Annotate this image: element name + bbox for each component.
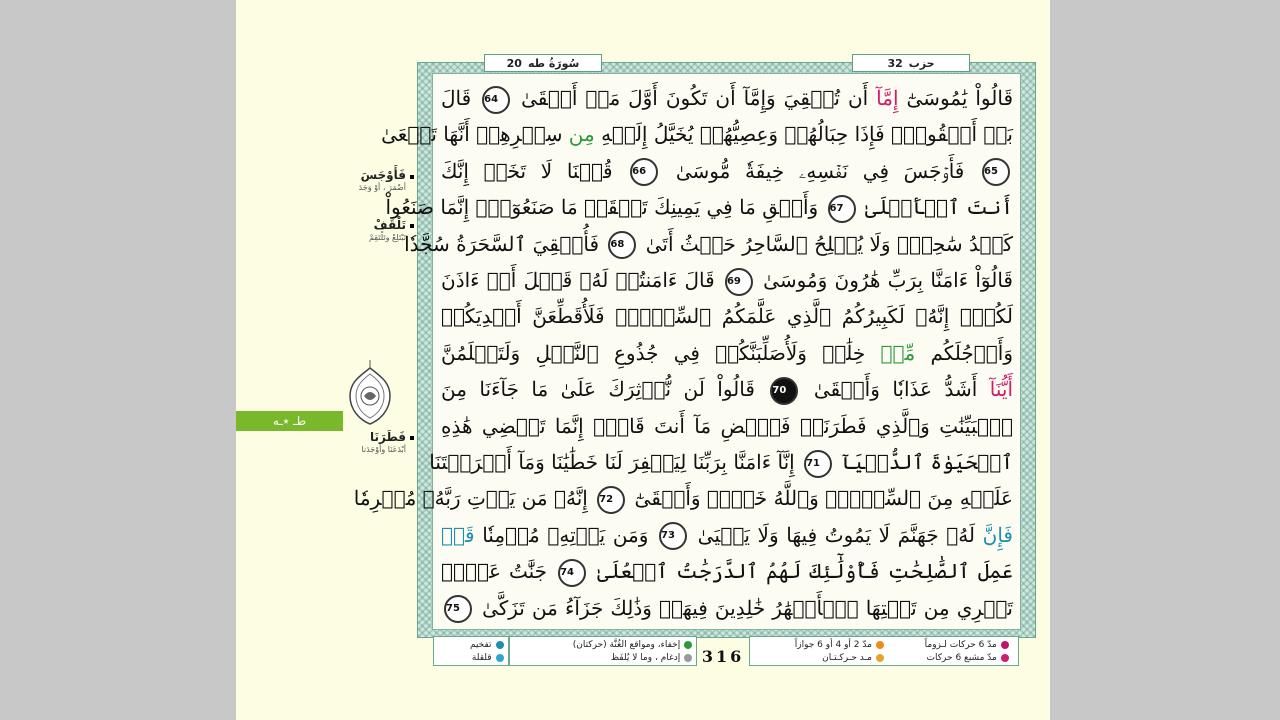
tajweed-word: إِمَّآ: [868, 86, 899, 110]
quran-line: [381, 116, 1013, 152]
legend-item: [884, 638, 1009, 651]
quran-line: [441, 408, 1013, 444]
legend-color-dot-icon: [684, 641, 692, 649]
tajweed-word: مِن: [562, 122, 595, 147]
margin-note-gloss: تَبْتَلِعْ وتَلْتَقِمْ: [368, 233, 406, 242]
ayah-number-marker: 64: [482, 86, 510, 114]
ayah-number-marker: 69: [725, 268, 753, 296]
margin-note-word: فَطَرَنَا: [369, 430, 406, 444]
legend-label: مدّ 2 أو 4 أو 6 جوازاً: [794, 639, 872, 650]
tajweed-word: فَإِنَّ: [975, 522, 1013, 547]
verse-text: وَأَلۡقِ مَا فِي يَمِينِكَ تَلۡقَفۡ مَا صَنَعُوٓاْۖ إِنَّمَا صَنَعُواْ: [385, 195, 825, 220]
hizb-label: حزب: [908, 56, 935, 70]
margin-note-word: فَأَوْجَسَ: [360, 168, 406, 182]
ayah-number-marker: 75: [444, 595, 472, 623]
verse-text: عَمِلَ ٱلصَّٰلِحَٰتِ فَأُوْلَٰٓئِكَ لَهُمُ ٱلدَّرَجَٰتُ ٱلۡعُلَىٰ: [589, 559, 1013, 584]
legend-box-ikhfa: [509, 636, 698, 666]
ayah-number-marker: 67: [828, 195, 856, 223]
page-number: 316: [701, 647, 745, 666]
legend-label: مـد حـركـتـان: [822, 652, 872, 663]
quran-line: [441, 553, 1013, 589]
verse-text: إِنَّهُۥ مَن يَأۡتِ رَبَّهُۥ مُجۡرِمٗا: [353, 486, 595, 511]
legend-label: إدغام ، وما لا يُلفَظ: [610, 652, 681, 663]
ayah-number-marker: 65: [982, 158, 1010, 186]
legend-label: مدّ مشبع 6 حركات: [926, 652, 997, 663]
verse-text: قَالُوٓاْ ءَامَنَّا بِرَبِّ هَٰرُونَ وَمُوسَىٰ: [755, 268, 1013, 292]
tajweed-word: مِّنۡ: [865, 340, 916, 365]
margin-note-word: تَلْقَفْ: [373, 218, 406, 232]
quran-line: [441, 80, 1013, 116]
quran-line: [441, 262, 1013, 298]
legend-box-madd: [749, 636, 1019, 666]
legend-item: [514, 651, 693, 664]
quran-line: [441, 590, 1013, 626]
verse-text: قُلۡنَا لَا تَخَفۡ إِنَّكَ: [441, 158, 628, 183]
legend-item: [438, 638, 504, 651]
tajweed-word: أَيُّنَآ: [977, 377, 1014, 402]
verse-text: ٱلۡحَيَوٰةَ ٱلدُّنۡيَآ: [835, 450, 1013, 474]
verse-text: فَأُلۡقِيَ ٱلسَّحَرَةُ سُجَّدٗا: [404, 231, 606, 256]
verse-text: أَشَدُّ عَذَابٗا وَأَبۡقَىٰ: [801, 377, 978, 402]
quran-line: [441, 517, 1013, 553]
surah-number: 20: [506, 56, 522, 70]
legend-label: مدّ 6 حركات لـزوماً: [924, 639, 997, 650]
quran-line: [385, 189, 1013, 225]
hizb-number: 32: [887, 56, 903, 70]
quran-line: [441, 298, 1013, 334]
legend-box-tafkhim: [433, 636, 509, 666]
ayah-number-marker: 74: [558, 559, 586, 587]
ayah-number-marker: 68: [608, 231, 636, 259]
legend-color-dot-icon: [1001, 654, 1009, 662]
verse-text: لَهُۥ جَهَنَّمَ لَا يَمُوتُ فِيهَا وَلَا يَحۡيَىٰ: [690, 522, 976, 547]
margin-note-3: [324, 430, 406, 455]
tajweed-word: قَدۡ: [441, 522, 475, 547]
quran-line: [441, 153, 1013, 189]
verse-text: أَنتَ ٱلۡأَعۡلَىٰ: [858, 195, 1013, 220]
legend-item: [759, 651, 884, 664]
quarter-hizb-marker: طـ ٭ـه: [236, 411, 343, 431]
ayah-number-marker: 72: [597, 486, 625, 514]
margin-dot-3: [410, 436, 414, 440]
hizb-header: [852, 54, 970, 72]
legend-item: [514, 638, 693, 651]
legend-color-dot-icon: [496, 654, 504, 662]
verse-text: فَأَوۡجَسَ فِي نَفۡسِهِۦ خِيفَةٗ مُّوسَىٰ: [661, 158, 979, 183]
quran-line: [441, 371, 1013, 407]
ayah-number-marker: 71: [804, 450, 832, 478]
verse-text: جَنَّٰتُ عَدۡنٖ: [441, 559, 556, 584]
surah-name: سُورَةُ طه: [527, 56, 580, 70]
verse-text: لَكُمۡۖ إِنَّهُۥ لَكَبِيرُكُمُ ٱلَّذِي عَلَّمَكُمُ ٱلسِّحۡرَۖ فَلَأُقَطِّعَنَّ أَيۡدِيَكُمۡ: [441, 304, 1013, 329]
quran-line: [353, 480, 1013, 516]
verse-text: أَن تُلۡقِيَ وَإِمَّآ أَن تَكُونَ أَوَّلَ مَنۡ أَلۡقَىٰ: [513, 86, 869, 110]
legend-item: [884, 651, 1009, 664]
margin-dot-1: [410, 175, 414, 179]
legend-color-dot-icon: [876, 641, 884, 649]
legend-item: [759, 638, 884, 651]
verse-text: عَلَيۡهِ مِنَ ٱلسِّحۡرِۗ وَٱللَّهُ خَيۡرٞ وَأَبۡقَىٰٓ: [628, 486, 1013, 511]
quran-line: [429, 444, 1013, 480]
verse-text: قَالُواْ لَن نُّؤۡثِرَكَ عَلَىٰ مَا جَآءَنَا مِنَ: [441, 377, 768, 402]
verse-text: سِحۡرِهِمۡ أَنَّهَا تَسۡعَىٰ: [381, 122, 563, 147]
verse-text: قَالُواْ يَٰمُوسَىٰٓ: [898, 86, 1014, 110]
verse-text: ٱلۡبَيِّنَٰتِ وَٱلَّذِي فَطَرَنَاۖ فَٱقۡضِ مَآ أَنتَ قَاضٍۖ إِنَّمَا تَقۡضِي هَٰذِهِ: [441, 413, 1013, 438]
verse-text: بَلۡ أَلۡقُواْۖ فَإِذَا حِبَالُهُمۡ وَعِصِيُّهُمۡ يُخَيَّلُ إِلَيۡهِ: [594, 122, 1013, 147]
legend-color-dot-icon: [684, 654, 692, 662]
ayah-number-marker: 66: [630, 158, 658, 186]
ayah-number-marker: 70: [770, 377, 798, 405]
margin-note-gloss: أبْدَعَنَا وأوْجَدَنا: [361, 445, 406, 454]
verse-text: قَالَ: [441, 86, 480, 110]
legend-color-dot-icon: [1001, 641, 1009, 649]
legend-label: إخفاء، ومواقع الغُنَّة (حركتان): [572, 639, 681, 650]
quran-line: [404, 226, 1013, 262]
verse-text: خِلَٰفٖ وَلَأُصَلِّبَنَّكُمۡ فِي جُذُوعِ ٱلنَّخۡلِ وَلَتَعۡلَمُنَّ: [441, 340, 866, 365]
legend-color-dot-icon: [876, 654, 884, 662]
verse-text: وَمَن يَأۡتِهِۦ مُؤۡمِنٗا: [474, 522, 657, 547]
legend-label: قلقلة: [471, 652, 492, 663]
verse-text: كَيۡدُ سَٰحِرٖۖ وَلَا يُفۡلِحُ ٱلسَّاحِرُ حَيۡثُ أَتَىٰ: [639, 231, 1013, 256]
mushaf-page-canvas: [236, 0, 1050, 720]
margin-note-gloss: أضْمَرَ ، أوْ وَجَدَ: [358, 183, 406, 192]
legend-label: تفخيم: [469, 639, 492, 650]
verse-text: وَأَرۡجُلَكُم: [915, 340, 1013, 365]
hizb-ornament-icon: [346, 360, 394, 426]
tajweed-legend: [433, 636, 1019, 666]
verse-text: تَجۡرِي مِن تَحۡتِهَا ٱلۡأَنۡهَٰرُ خَٰلِدِينَ فِيهَاۚ وَذَٰلِكَ جَزَآءُ مَن تَزَكَّىٰ: [475, 595, 1013, 620]
quran-line: [441, 335, 1013, 371]
verse-text: قَالَ ءَامَنتُمۡ لَهُۥ قَبۡلَ أَنۡ ءَاذَنَ: [441, 268, 722, 292]
verse-text: إِنَّآ ءَامَنَّا بِرَبِّنَا لِيَغۡفِرَ لَنَا خَطَٰيَٰنَا وَمَآ أَكۡرَهۡتَنَا: [429, 450, 802, 474]
legend-item: [438, 651, 504, 664]
surah-header: [484, 54, 602, 72]
ayah-number-marker: 73: [659, 522, 687, 550]
legend-color-dot-icon: [496, 641, 504, 649]
